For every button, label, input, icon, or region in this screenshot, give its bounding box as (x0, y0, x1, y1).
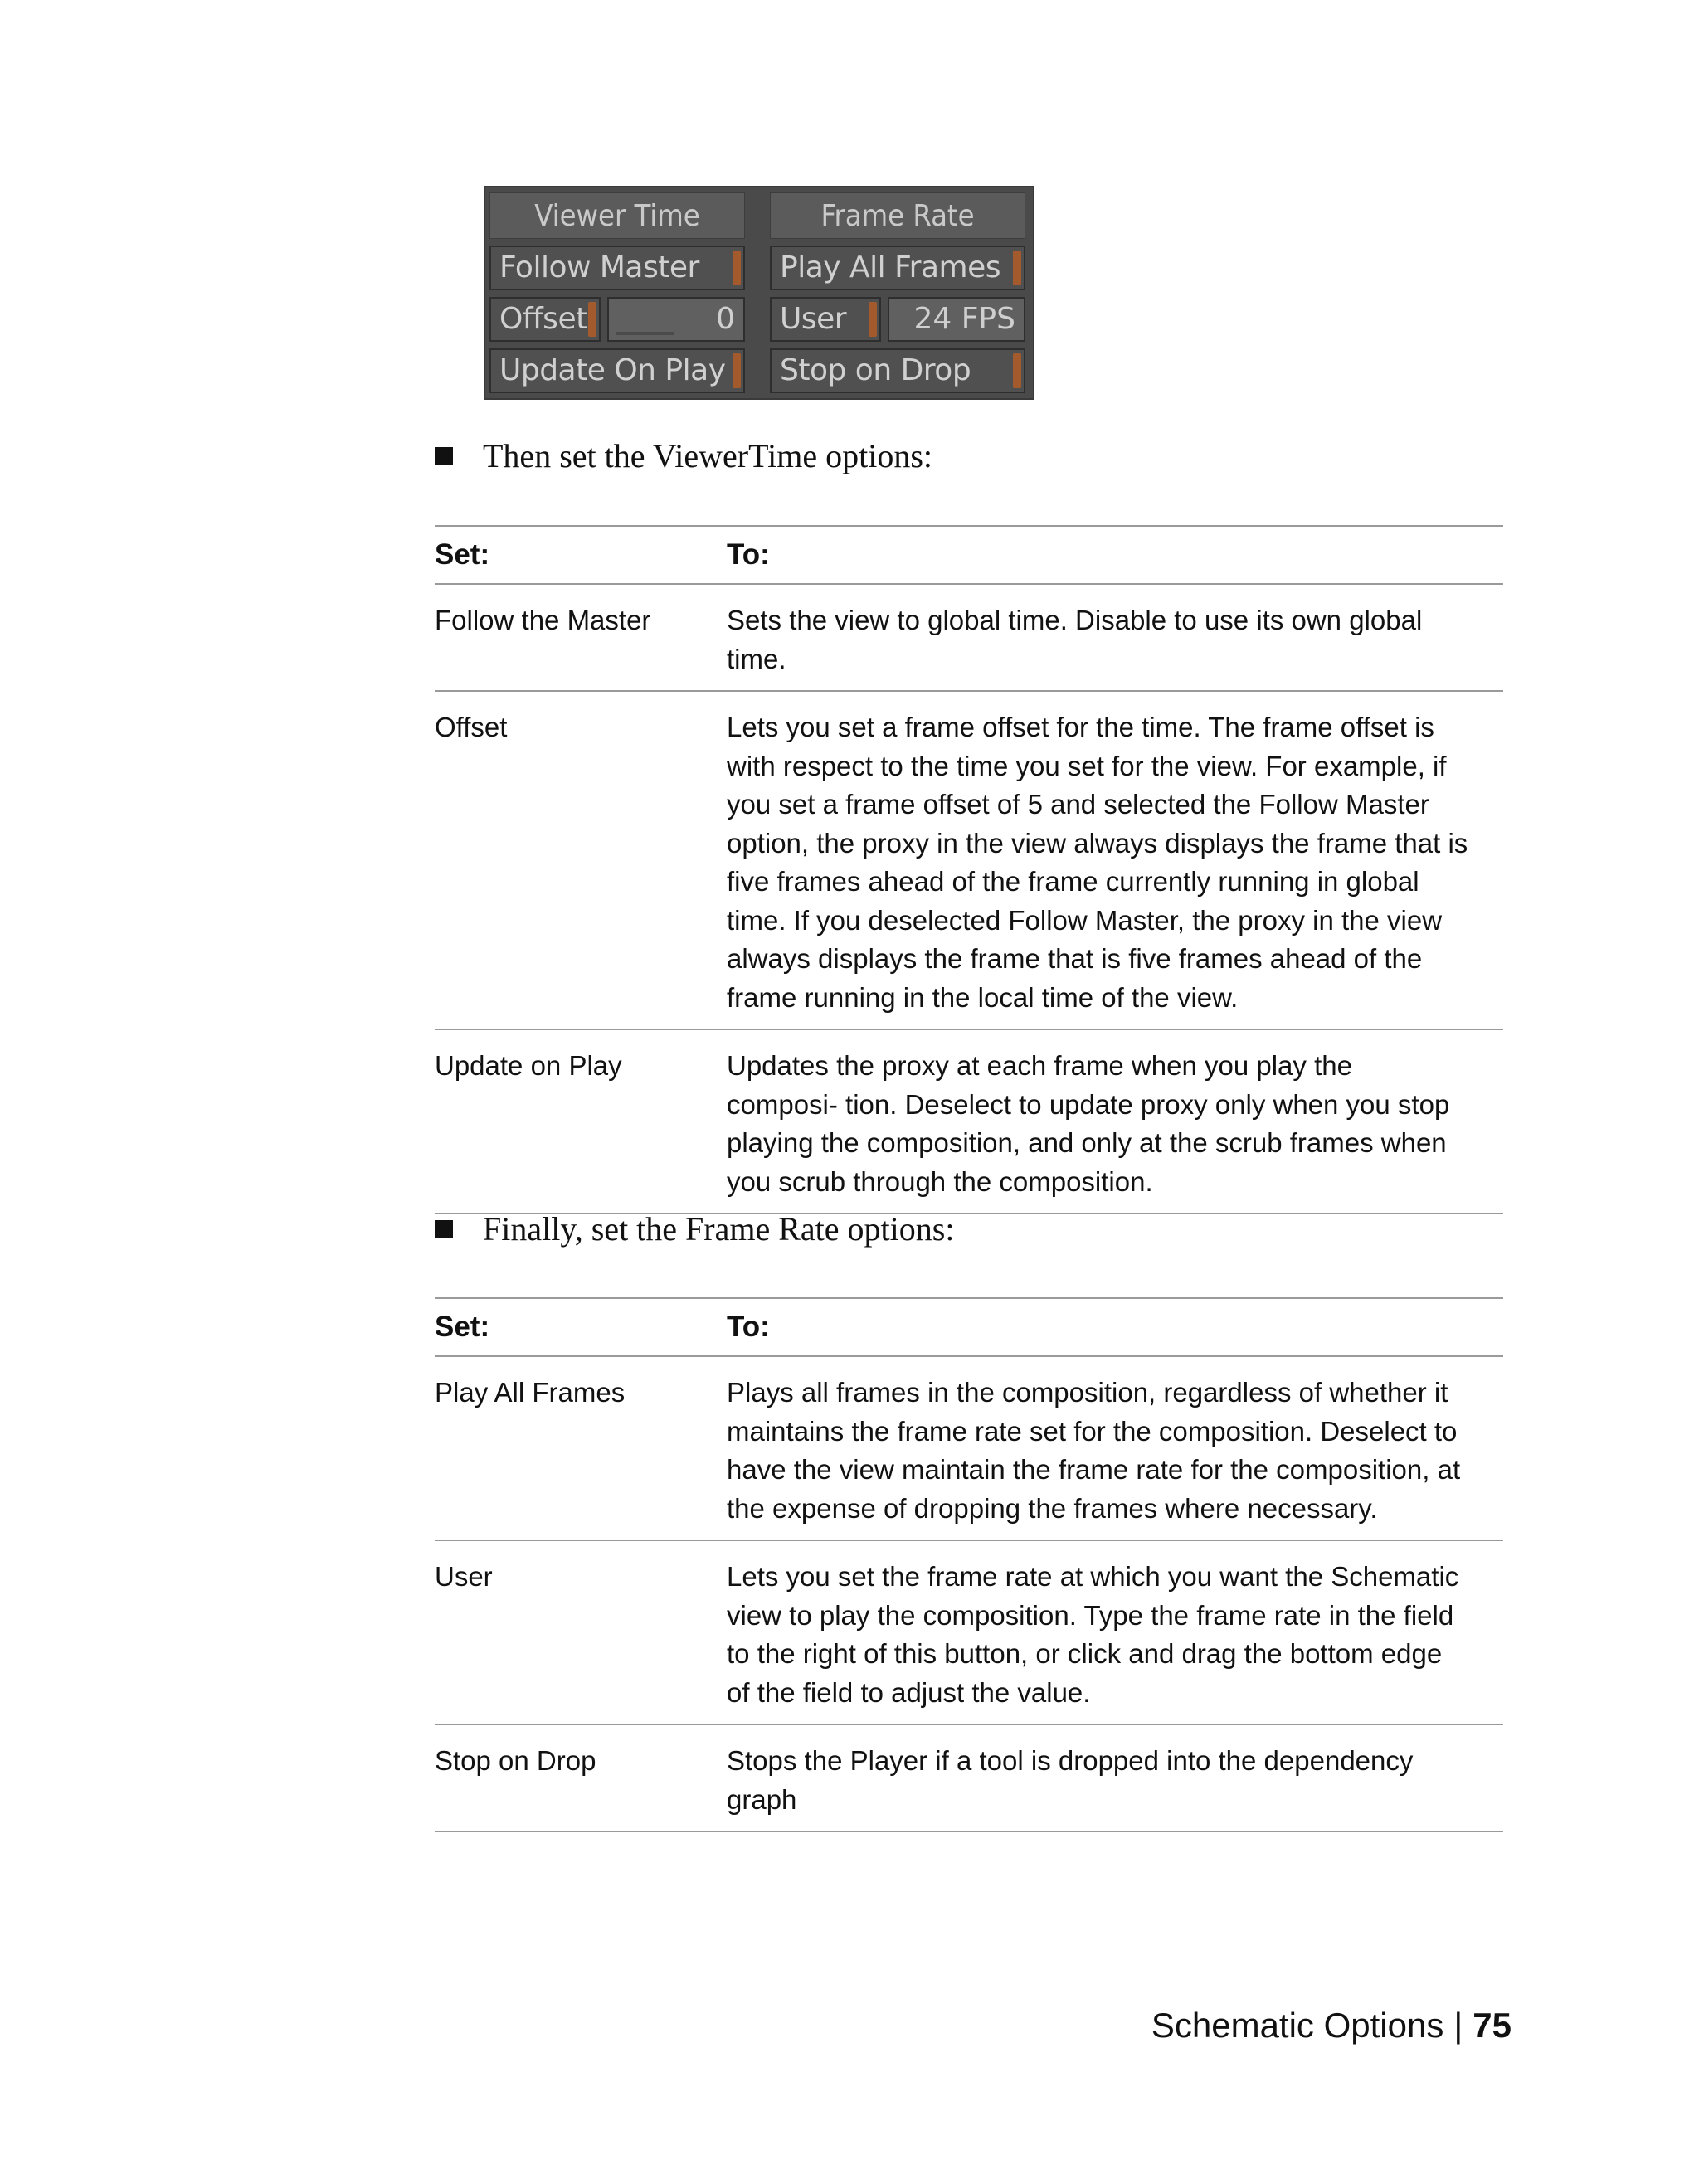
toggle-indicator-icon (733, 353, 741, 388)
bullet-frame-rate (435, 1209, 954, 1248)
table-row (435, 1030, 1503, 1214)
table-header (435, 527, 1503, 585)
offset-button[interactable] (489, 297, 601, 342)
row-set: User (435, 1561, 493, 1592)
row-to: Sets the view to global time. Disable to use its own global time. (727, 605, 1423, 674)
offset-label: Offset (499, 302, 587, 336)
user-label: User (780, 302, 847, 336)
footer-separator: | (1453, 2006, 1463, 2045)
header-to: To: (727, 538, 770, 571)
viewer-time-table (435, 525, 1503, 1214)
frame-rate-header: Frame Rate (770, 192, 1025, 239)
fps-field[interactable] (888, 297, 1025, 342)
page-footer (1151, 2006, 1512, 2045)
row-set: Offset (435, 712, 508, 742)
offset-value: 0 (716, 302, 735, 336)
row-set: Update on Play (435, 1050, 622, 1081)
bullet-square-icon (435, 447, 453, 465)
play-all-frames-button[interactable] (770, 246, 1025, 290)
row-set: Stop on Drop (435, 1745, 596, 1776)
page-number: 75 (1473, 2006, 1512, 2045)
table-row (435, 1725, 1503, 1832)
stop-on-drop-button[interactable] (770, 348, 1025, 393)
row-set: Play All Frames (435, 1377, 626, 1408)
bullet-text: Then set the ViewerTime options: (483, 437, 932, 474)
fps-value: 24 FPS (913, 302, 1015, 336)
drag-edge-handle[interactable] (616, 332, 674, 335)
viewer-time-header: Viewer Time (489, 192, 745, 239)
update-on-play-label: Update On Play (499, 353, 726, 387)
row-to: Updates the proxy at each frame when you play the composi- tion. Deselect to update proxy only when you stop playing the composition, and only at the scrub frames when you scrub through the composition. (727, 1050, 1450, 1197)
follow-master-button[interactable] (489, 246, 745, 290)
frame-rate-table (435, 1297, 1503, 1832)
toggle-indicator-icon (869, 302, 877, 337)
bullet-viewer-time (435, 436, 932, 475)
header-set: Set: (435, 1311, 490, 1343)
toggle-indicator-icon (1013, 251, 1021, 285)
frame-rate-column (770, 192, 1025, 393)
row-to: Plays all frames in the composition, regardless of whether it maintains the frame rate set for the composition. Deselect to have the view maintain the frame rate for the composition, at the expense of dropping the frames where necessary. (727, 1377, 1461, 1524)
row-to: Stops the Player if a tool is dropped into the dependency graph (727, 1745, 1414, 1815)
table-row (435, 1541, 1503, 1725)
stop-on-drop-label: Stop on Drop (780, 353, 971, 387)
viewer-time-column (489, 192, 745, 393)
table-row (435, 692, 1503, 1030)
toggle-indicator-icon (588, 302, 596, 337)
header-to: To: (727, 1311, 770, 1343)
offset-row (489, 297, 745, 342)
table-header (435, 1299, 1503, 1357)
toggle-indicator-icon (733, 251, 741, 285)
row-set: Follow the Master (435, 605, 651, 635)
user-button[interactable] (770, 297, 881, 342)
update-on-play-button[interactable] (489, 348, 745, 393)
follow-master-label: Follow Master (499, 251, 699, 285)
bullet-square-icon (435, 1220, 453, 1238)
header-set: Set: (435, 538, 490, 571)
section-title: Schematic Options (1151, 2006, 1444, 2045)
user-row (770, 297, 1025, 342)
bullet-text: Finally, set the Frame Rate options: (483, 1210, 955, 1248)
play-all-frames-label: Play All Frames (780, 251, 1001, 285)
row-to: Lets you set a frame offset for the time. The frame offset is with respect to the time you set for the view. For example, if you set a frame offset of 5 and selected the Follow Master option, the proxy in the view always displays the frame that is five frames ahead of the frame currently running in global time. If you deselected Follow Master, the proxy in the view always displays the frame that is five frames ahead of the frame running in the local time of the view. (727, 712, 1468, 1013)
offset-field[interactable] (607, 297, 745, 342)
toggle-indicator-icon (1013, 353, 1021, 388)
table-row (435, 585, 1503, 692)
table-row (435, 1357, 1503, 1541)
row-to: Lets you set the frame rate at which you want the Schematic view to play the composition. Type the frame rate in the field to the right of this button, or click and drag the bottom edge of the field to adjust the value. (727, 1561, 1459, 1708)
options-panel (484, 186, 1034, 400)
